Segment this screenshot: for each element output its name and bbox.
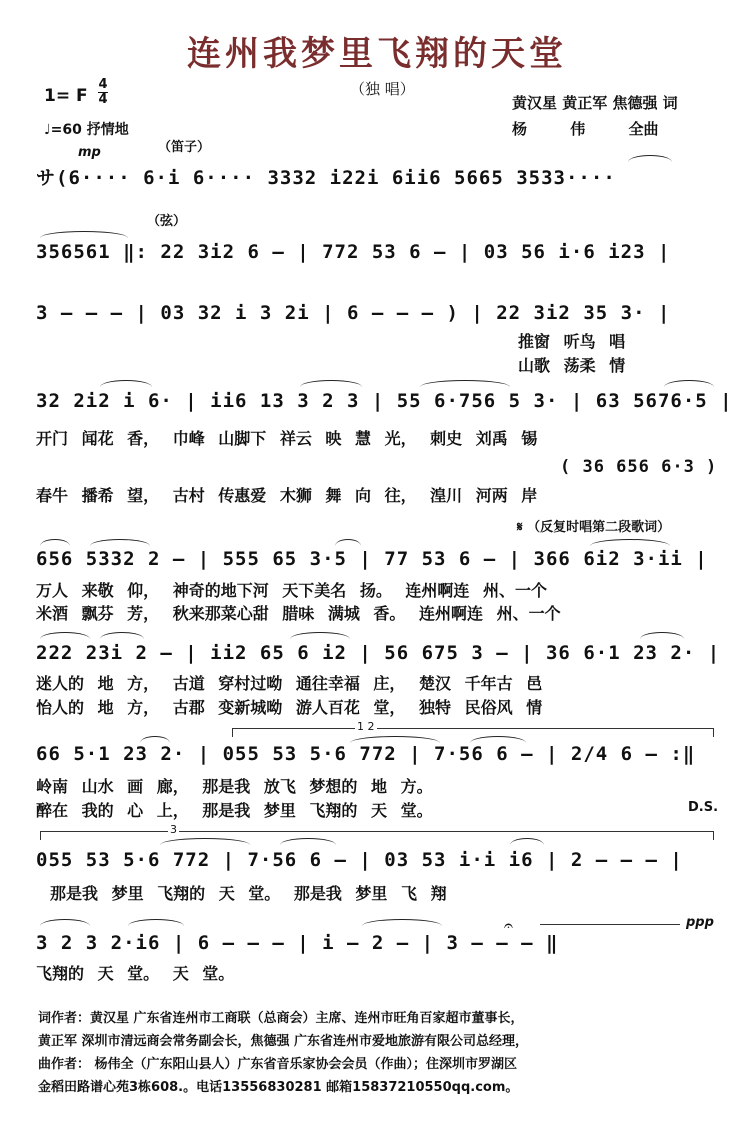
footnote-3: 曲作者： 杨伟全（广东阳山县人）广东省音乐家协会会员（作曲）；住深圳市罗湖区	[38, 1057, 518, 1072]
slur	[350, 736, 440, 743]
volta-bracket-2	[40, 831, 714, 832]
footnote-4: 金稻田路谱心苑3栋608.。电话13556830281 邮箱15837210550qq.com。	[38, 1080, 519, 1095]
staff-line-8: 055 53 5·6 772 | 7·56 6 – | 03 53 i·i i6 | 2 – – – |	[36, 849, 683, 871]
slur	[40, 919, 90, 926]
volta-number-1: 1 2	[357, 720, 375, 733]
slur	[664, 380, 714, 387]
slur	[470, 736, 526, 743]
slur	[40, 539, 70, 546]
lyric-line-3b: 山歌 荡柔 情	[518, 356, 626, 375]
slur	[40, 231, 128, 238]
flute-marking: （笛子）	[158, 140, 211, 155]
lyric-line-5b: 米酒 飘芬 芳， 秋来那菜心甜 腊味 满城 香。 连州啊连 州、一个	[36, 604, 561, 623]
lyricists-credit: 黄汉星 黄正军 焦德强 词	[512, 94, 678, 112]
slur	[510, 838, 544, 845]
slur	[362, 919, 442, 926]
slur	[420, 380, 510, 387]
lyric-line-3a: 推窗 听鸟 唱	[518, 332, 626, 351]
repeat-note: 𝄋 （反复时唱第二段歌词）	[517, 520, 671, 535]
staff-line-2: 356561 ‖: 22 3i2 6 – | 772 53 6 – | 03 56 i·6 i23 |	[36, 241, 671, 263]
staff-line-1: サ(6···· 6·i 6···· 3332 i22i 6ii6 5665 3533····	[36, 167, 616, 189]
slur	[280, 838, 336, 845]
ds-marking: D.S.	[688, 800, 719, 815]
time-signature: 4 4	[98, 77, 108, 107]
lyric-line-8: 那是我 梦里 飞翔的 天 堂。 那是我 梦里 飞 翔	[50, 884, 447, 903]
alt-phrase: ( 36 656 6·3 )	[560, 457, 718, 477]
volta-bracket-1	[232, 728, 714, 729]
fermata-icon: 𝄐	[504, 916, 513, 935]
lyric-line-4b: 春牛 播希 望， 古村 传惠爱 木狮 舞 向 往， 湟川 河两 岸	[36, 486, 538, 505]
subtitle: （独 唱）	[350, 80, 415, 98]
slur	[100, 380, 152, 387]
volta-number-2: 3	[170, 823, 177, 836]
lyric-line-6a: 迷人的 地 方， 古道 穿村过呦 通往幸福 庄， 楚汉 千年古 邑	[36, 674, 543, 693]
tempo-marking: ♩=60 抒情地	[44, 122, 129, 138]
slur	[290, 632, 350, 639]
lyric-line-7a: 岭南 山水 画 廊， 那是我 放飞 梦想的 地 方。	[36, 777, 433, 796]
staff-line-6: 222 23i 2 – | ii2 65 6 i2 | 56 675 3 – | 36 6·1 23 2· |	[36, 642, 721, 664]
slur	[40, 632, 90, 639]
staff-line-9: 3 2 3 2·i6 | 6 – – – | i – 2 – | 3 – – – ‖	[36, 932, 559, 954]
slur	[335, 539, 361, 546]
composer-credit: 杨 伟 全曲	[512, 120, 659, 138]
key-signature: 1= F	[44, 86, 88, 106]
lyric-line-9: 飞翔的 天 堂。 天 堂。	[36, 964, 235, 983]
lyric-line-4a: 开门 闻花 香， 巾峰 山脚下 祥云 映 慧 光， 刺史 刘禹 锡	[36, 429, 538, 448]
lyric-line-5a: 万人 来敬 仰， 神奇的地下河 天下美名 扬。 连州啊连 州、一个	[36, 581, 547, 600]
staff-line-5: 656 5332 2 – | 555 65 3·5 | 77 53 6 – | 366 6i2 3·ii |	[36, 548, 708, 570]
slur	[100, 632, 144, 639]
slur	[90, 539, 150, 546]
footnote-2: 黄正军 深圳市清远商会常务副会长，焦德强 广东省连州市爱地旅游有限公司总经理，	[38, 1034, 529, 1049]
song-title: 连州我梦里飞翔的天堂	[187, 34, 567, 74]
slur	[640, 632, 684, 639]
dynamic-ppp: ppp	[686, 915, 714, 930]
slur	[140, 736, 170, 743]
dynamic-mp: mp	[78, 145, 101, 160]
staff-line-4: 32 2i2 i 6· | ii6 13 3 2 3 | 55 6·756 5 3· | 63 5676·5 |	[36, 390, 733, 412]
strings-marking: （弦）	[147, 214, 187, 229]
staff-line-7: 66 5·1 23 2· | 055 53 5·6 772 | 7·56 6 – | 2/4 6 – :‖	[36, 743, 696, 765]
lyric-line-6b: 怡人的 地 方， 古郡 变新城呦 游人百花 堂， 独特 民俗风 情	[36, 698, 543, 717]
lyric-line-7b: 醉在 我的 心 上， 那是我 梦里 飞翔的 天 堂。	[36, 801, 433, 820]
staff-line-3: 3 – – – | 03 32 i 3 2i | 6 – – – ) | 22 3i2 35 3· |	[36, 302, 671, 324]
slur	[160, 838, 250, 845]
slur	[300, 380, 362, 387]
decrescendo-line	[540, 924, 680, 925]
slur	[590, 539, 670, 546]
slur	[628, 155, 672, 162]
footnote-1: 词作者：黄汉星 广东省连州市工商联（总商会）主席、连州市旺角百家超市董事长，	[38, 1011, 524, 1026]
slur	[128, 919, 184, 926]
